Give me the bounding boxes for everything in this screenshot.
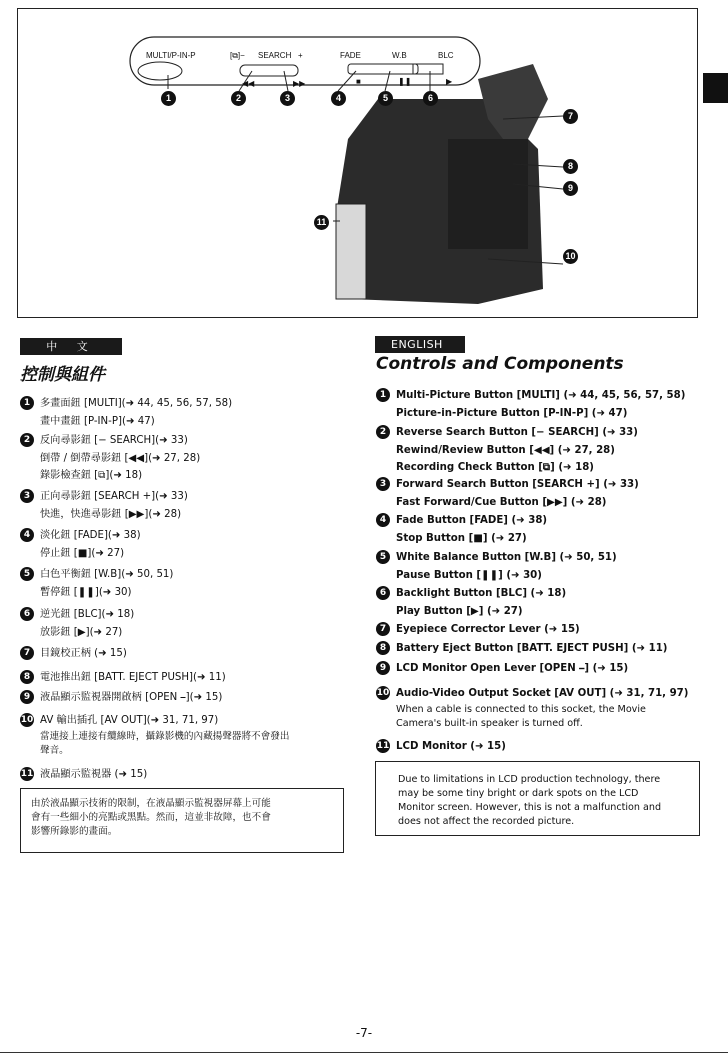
page-number: -7- [355,1026,373,1040]
item-text: Forward Search Button [SEARCH +] (➜ 33) [396,479,639,490]
item-text: Reverse Search Button [− SEARCH] (➜ 33) [396,427,638,438]
item-number-badge: 5 [376,550,390,564]
bottom-rule [0,1052,728,1053]
item-text: 畫中畫鈕 [P-IN-P](➜ 47) [40,415,155,427]
item-number-badge: 11 [20,769,34,779]
chinese-item-4 [20,527,141,562]
item-number-badge: 9 [376,661,390,675]
rewind-icon: ◀◀ [242,79,255,88]
english-item-7 [376,621,580,639]
item-text: 錄影檢查鈕 [⧉](➜ 18) [40,470,143,481]
callout-5: 5 [378,91,393,106]
english-section-tab: ENGLISH [375,336,465,353]
camcorder-figure [17,8,698,318]
item-text: 白色平衡鈕 [W.B](➜ 50, 51) [40,569,174,580]
item-number-badge: 10 [20,715,34,725]
chinese-item-3 [20,488,188,523]
item-number-badge: 8 [376,641,390,655]
item-text: 停止鈕 [■](➜ 27) [40,547,125,559]
item-text: 反向尋影鈕 [− SEARCH](➜ 33) [40,435,188,446]
item-text: Audio-Video Output Socket [AV OUT] (➜ 31, 71, 97) [396,688,689,699]
item-number-badge: 8 [20,670,34,684]
item-text: 倒帶 / 倒帶尋影鈕 [◀◀](➜ 27, 28) [40,452,201,464]
english-item-2 [376,424,638,477]
item-text: Stop Button [■] (➜ 27) [396,532,527,544]
item-number-badge: 5 [20,567,34,581]
note-box-line: may be some tiny bright or dark spots on the LCD [398,788,639,799]
search-label: SEARCH [258,51,292,60]
item-text: Pause Button [❚❚] (➜ 30) [396,569,542,581]
item-text: LCD Monitor Open Lever [OPEN ⎯] (➜ 15) [396,663,629,674]
play-icon: ▶ [446,77,453,86]
english-item-11 [376,738,506,756]
english-title: Controls and Components [376,354,624,374]
english-note-box [375,761,700,836]
item-text: 正向尋影鈕 [SEARCH +](➜ 33) [40,491,188,502]
chinese-item-5 [20,566,173,601]
chinese-item-11 [20,766,147,784]
english-item-1 [376,387,685,422]
english-item-4 [376,512,547,547]
note-box-line: 由於液晶顯示技術的限制，在液晶顯示監視器屏幕上可能 [31,798,271,809]
chinese-title: 控制與組件 [20,365,105,385]
item-number-badge: 3 [20,489,34,503]
callout-4: 4 [331,91,346,106]
note-box-line: Due to limitations in LCD production technology, there [398,774,661,785]
item-text: White Balance Button [W.B] (➜ 50, 51) [396,552,617,563]
page-side-tab [703,73,728,103]
english-item-9 [376,660,628,678]
item-text: 快進，快進尋影鈕 [▶▶](➜ 28) [40,508,182,520]
item-number-badge: 6 [20,607,34,621]
item-number-badge: 1 [20,396,34,410]
item-text: 多畫面鈕 [MULTI](➜ 44, 45, 56, 57, 58) [40,398,233,409]
chinese-item-7 [20,645,127,663]
item-number-badge: 1 [376,388,390,402]
item-number-badge: 2 [20,433,34,447]
item-text: Backlight Button [BLC] (➜ 18) [396,588,567,599]
search-minus-label: [⧉]− [230,51,245,60]
chinese-item-2 [20,432,200,485]
note-box-line: 會有一些細小的亮點或黑點。然而，這並非故障，也不會 [31,812,271,823]
item-number-badge: 7 [376,622,390,636]
item-text: Eyepiece Corrector Lever (➜ 15) [396,624,580,635]
english-item-10 [376,685,688,731]
item-number-badge: 10 [376,688,390,698]
item-text: 液晶顯示監視器 (➜ 15) [40,769,148,780]
item-number-badge: 4 [376,513,390,527]
chinese-section-tab: 中 文 [20,338,122,355]
pause-icon: ❚❚ [398,77,412,86]
item-note-line: 當連接上連接有纜線時，攝錄影機的內藏揚聲器將不會發出 [40,730,290,742]
callout-7: 7 [563,109,578,124]
item-number-badge: 7 [20,646,34,660]
item-text: Fast Forward/Cue Button [▶▶] (➜ 28) [396,496,607,508]
stop-icon: ■ [356,77,361,86]
item-number-badge: 3 [376,477,390,491]
callout-1: 1 [161,91,176,106]
item-text: Recording Check Button [⧉] (➜ 18) [396,462,594,473]
fade-label: FADE [340,51,361,60]
chinese-item-10 [20,712,289,758]
english-item-3 [376,476,639,511]
note-box-line: Monitor screen. However, this is not a malfunction and [398,802,662,813]
item-text: 目鏡校正柄 (➜ 15) [40,648,127,659]
note-box-line: 影響所錄影的畫面。 [31,826,118,837]
callout-11: 11 [314,215,329,230]
item-text: Battery Eject Button [BATT. EJECT PUSH] (➜ 11) [396,643,668,654]
english-item-5 [376,549,617,584]
item-number-badge: 2 [376,425,390,439]
item-text: Rewind/Review Button [◀◀] (➜ 27, 28) [396,444,615,456]
english-item-6 [376,585,566,620]
callout-6: 6 [423,91,438,106]
chinese-item-1 [20,395,232,430]
blc-label: BLC [438,51,454,60]
callout-8: 8 [563,159,578,174]
search-plus-label: + [298,51,303,60]
fast-forward-icon: ▶▶ [293,79,306,88]
item-note-line: 聲音。 [40,744,69,756]
chinese-item-8 [20,669,226,687]
callout-2: 2 [231,91,246,106]
item-note-line: When a cable is connected to this socket, the Movie [396,703,646,715]
item-text: 液晶顯示監視器開啟柄 [OPEN ⎯](➜ 15) [40,692,223,703]
item-text: AV 輸出插孔 [AV OUT](➜ 31, 71, 97) [40,715,219,726]
item-number-badge: 6 [376,586,390,600]
callout-10: 10 [563,249,578,264]
item-text: 電池推出鈕 [BATT. EJECT PUSH](➜ 11) [40,672,226,683]
callout-9: 9 [563,181,578,196]
chinese-item-9 [20,689,222,707]
note-box-line: does not affect the recorded picture. [398,816,575,827]
item-text: Multi-Picture Button [MULTI] (➜ 44, 45, 56, 57, 58) [396,390,686,401]
english-item-8 [376,640,667,658]
item-text: 淡化鈕 [FADE](➜ 38) [40,530,141,541]
item-number-badge: 9 [20,690,34,704]
multi-label: MULTI/P-IN-P [146,51,196,60]
item-text: Picture-in-Picture Button [P-IN-P] (➜ 47) [396,407,628,419]
chinese-item-6 [20,606,134,641]
item-text: Play Button [▶] (➜ 27) [396,605,523,617]
item-number-badge: 11 [376,741,390,751]
item-text: Fade Button [FADE] (➜ 38) [396,515,548,526]
item-note-line: Camera's built-in speaker is turned off. [396,717,583,729]
item-text: LCD Monitor (➜ 15) [396,741,506,752]
chinese-note-box [20,788,344,853]
item-text: 暫停鈕 [❚❚](➜ 30) [40,586,132,598]
item-text: 逆光鈕 [BLC](➜ 18) [40,609,135,620]
item-text: 放影鈕 [▶](➜ 27) [40,626,123,638]
item-number-badge: 4 [20,528,34,542]
callout-3: 3 [280,91,295,106]
wb-label: W.B [392,51,407,60]
